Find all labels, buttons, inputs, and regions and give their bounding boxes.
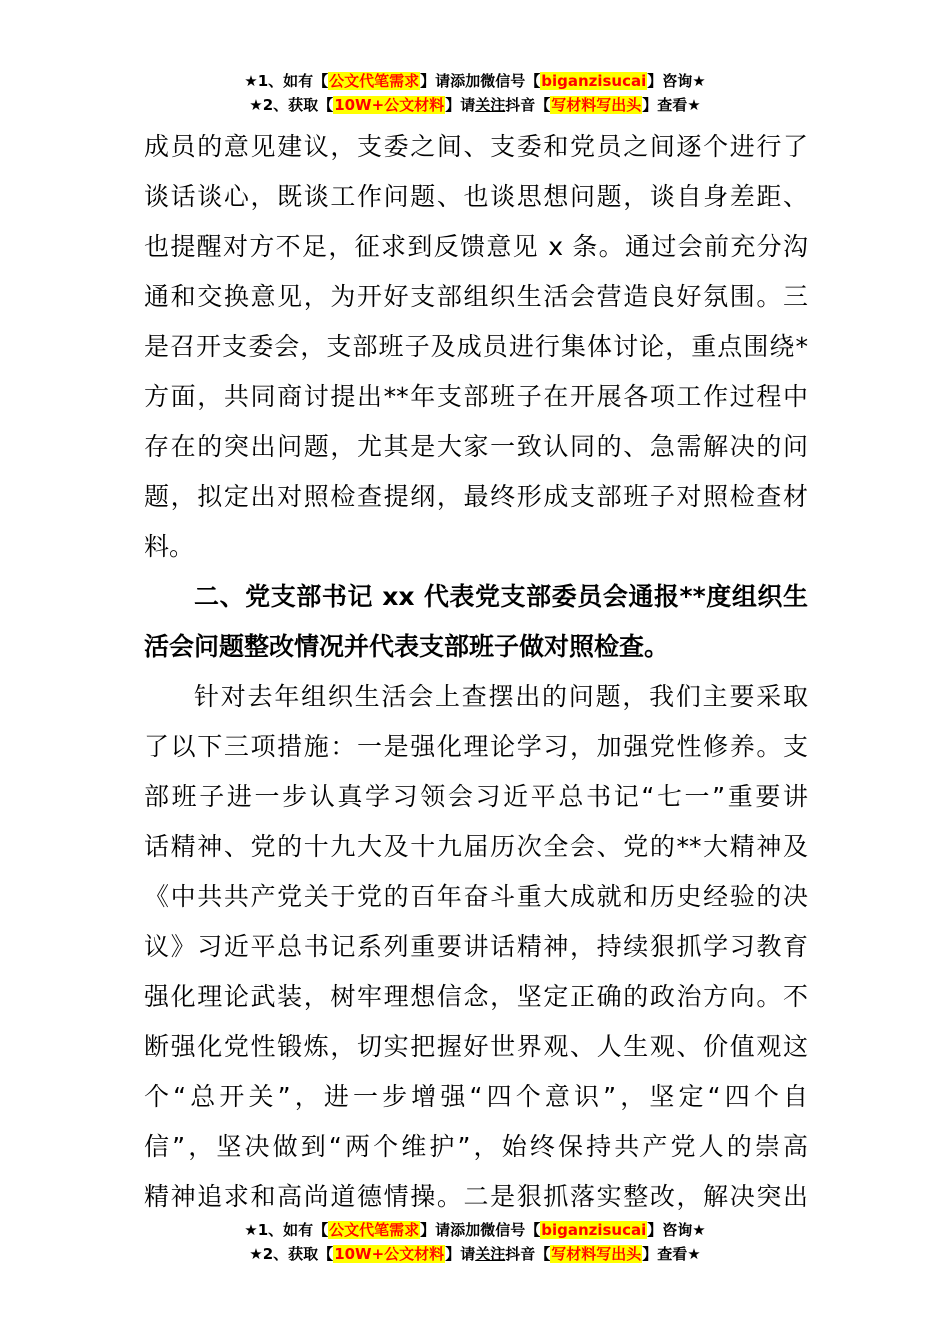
footer-banner: [0, 1218, 950, 1266]
banner-text: ★1、如有【: [244, 72, 329, 90]
section-heading: [144, 572, 808, 672]
text-line: 个“总开关”，进一步增强“四个意识”，坚定“四个自: [144, 1082, 808, 1111]
banner-text: 】请添: [420, 1221, 466, 1239]
banner-text: ★2、获取【: [249, 96, 334, 114]
text-line: 通和交换意见，为开好支部组织生活会营造良好氛围。三: [144, 282, 808, 311]
banner-highlight: biganzisucai: [541, 1221, 647, 1239]
banner-text: 】请: [445, 96, 476, 114]
banner-text: 抖音【: [505, 96, 551, 114]
text-line: 断强化党性锻炼，切实把握好世界观、人生观、价值观这: [144, 1032, 808, 1061]
banner-text: ★2、获取【: [249, 1245, 334, 1263]
banner-text: ★1、如有【: [244, 1221, 329, 1239]
text-line: 料。: [144, 532, 195, 561]
banner-highlight: biganzisucai: [541, 72, 647, 90]
header-banner: [0, 69, 950, 117]
text-line: 存在的突出问题，尤其是大家一致认同的、急需解决的问: [144, 432, 808, 461]
banner-text: 】请: [445, 1245, 476, 1263]
text-line: 题，拟定出对照检查提纲，最终形成支部班子对照检查材: [144, 482, 808, 511]
banner-line-1: [0, 1218, 950, 1242]
text-line: 成员的意见建议，支委之间、支委和党员之间逐个进行了: [144, 132, 808, 161]
text-line: 议》习近平总书记系列重要讲话精神，持续狠抓学习教育: [144, 932, 808, 961]
banner-highlight: 10W+公文材料: [334, 96, 445, 114]
text-line: 针对去年组织生活会上查摆出的问题，我们主要采取: [194, 682, 808, 711]
banner-highlight: 10W+公文材料: [334, 1245, 445, 1263]
banner-text: 】查看★: [642, 1245, 701, 1263]
text-line: 话精神、党的十九大及十九届历次全会、党的**大精神及: [144, 832, 808, 861]
banner-text: 抖音【: [505, 1245, 551, 1263]
text-line: 是召开支委会，支部班子及成员进行集体讨论，重点围绕*: [144, 332, 808, 361]
banner-line-1: [0, 69, 950, 93]
paragraph-1: [144, 122, 808, 572]
banner-text: 】咨询★: [647, 1221, 706, 1239]
banner-text: 加: [465, 72, 481, 90]
text-line: 《中共共产党关于党的百年奋斗重大成就和历史经验的决: [144, 882, 808, 911]
banner-text: 加: [465, 1221, 481, 1239]
banner-highlight: 公文代笔需求: [329, 72, 420, 90]
banner-underlined-text: 关注: [475, 96, 506, 114]
heading-line: 二、党支部书记 xx 代表党支部委员会通报**度组织生: [194, 582, 808, 611]
banner-text: 微信号【: [480, 72, 541, 90]
document-body: [144, 122, 808, 1222]
banner-highlight: 写材料写出头: [551, 96, 642, 114]
banner-text: 】请添: [420, 72, 466, 90]
text-line: 谈话谈心，既谈工作问题、也谈思想问题，谈自身差距、: [144, 182, 808, 211]
banner-text: 】查看★: [642, 96, 701, 114]
paragraph-2: [144, 672, 808, 1222]
banner-highlight: 写材料写出头: [551, 1245, 642, 1263]
banner-text: 】咨询★: [647, 72, 706, 90]
text-line: 方面，共同商讨提出**年支部班子在开展各项工作过程中: [144, 382, 808, 411]
text-line: 部班子进一步认真学习领会习近平总书记“七一”重要讲: [144, 782, 808, 811]
heading-line: 活会问题整改情况并代表支部班子做对照检查。: [144, 632, 670, 661]
text-line: 精神追求和高尚道德情操。二是狠抓落实整改，解决突出: [144, 1182, 808, 1211]
banner-line-2: [0, 1242, 950, 1266]
text-line: 信”，坚决做到“两个维护”，始终保持共产党人的崇高: [144, 1132, 808, 1161]
banner-line-2: [0, 93, 950, 117]
banner-text: 微信号【: [480, 1221, 541, 1239]
banner-underlined-text: 关注: [475, 1245, 506, 1263]
text-line: 了以下三项措施：一是强化理论学习，加强党性修养。支: [144, 732, 808, 761]
banner-highlight: 公文代笔需求: [329, 1221, 420, 1239]
text-line: 也提醒对方不足，征求到反馈意见 x 条。通过会前充分沟: [144, 232, 808, 261]
text-line: 强化理论武装，树牢理想信念，坚定正确的政治方向。不: [144, 982, 808, 1011]
